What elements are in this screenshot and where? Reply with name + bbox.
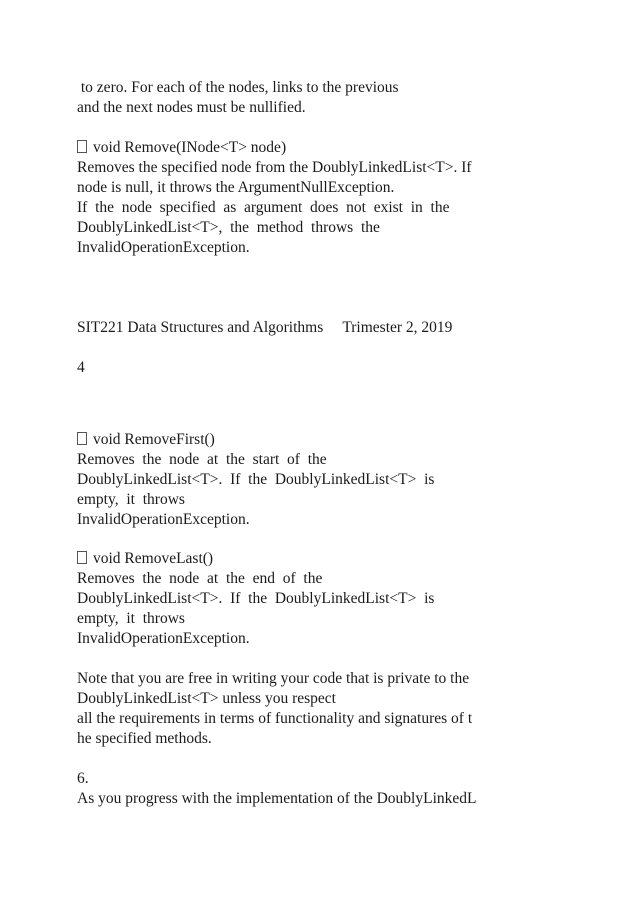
- missing-glyph-icon: [77, 432, 87, 445]
- bullet-line: [77, 430, 215, 450]
- missing-glyph-icon: [77, 140, 87, 153]
- missing-glyph-icon: [77, 551, 87, 564]
- text-line: to zero. For each of the nodes, links to the previous: [77, 79, 399, 96]
- text-line: DoublyLinkedList<T>, the method throws the: [77, 219, 380, 236]
- page-number: 4: [77, 359, 85, 376]
- text-line: DoublyLinkedList<T> unless you respect: [77, 690, 336, 707]
- text-line: DoublyLinkedList<T>. If the DoublyLinkedList<T> is: [77, 590, 435, 607]
- text-line: Removes the specified node from the DoublyLinkedList<T>. If: [77, 159, 472, 176]
- text-line: Note that you are free in writing your code that is private to the: [77, 670, 470, 687]
- text-line: If the node specified as argument does not exist in the: [77, 199, 450, 216]
- text-line: InvalidOperationException.: [77, 630, 250, 647]
- page-header: SIT221 Data Structures and Algorithms Trimester 2, 2019: [77, 319, 453, 336]
- text-line: DoublyLinkedList<T>. If the DoublyLinkedList<T> is: [77, 471, 435, 488]
- text-line: InvalidOperationException.: [77, 511, 250, 528]
- method-signature: void Remove(INode<T> node): [93, 139, 287, 156]
- bullet-line: [77, 138, 286, 158]
- text-line: all the requirements in terms of functionality and signatures of t: [77, 710, 473, 727]
- text-line: and the next nodes must be nullified.: [77, 99, 306, 116]
- text-line: empty, it throws: [77, 491, 185, 508]
- text-line: As you progress with the implementation of the DoublyLinkedL: [77, 790, 477, 807]
- text-line: Removes the node at the end of the: [77, 570, 323, 587]
- section-number: 6.: [77, 770, 89, 787]
- text-line: node is null, it throws the ArgumentNullException.: [77, 179, 395, 196]
- text-line: InvalidOperationException.: [77, 239, 250, 256]
- method-signature: void RemoveLast(): [93, 550, 214, 567]
- bullet-line: [77, 549, 213, 569]
- method-signature: void RemoveFirst(): [93, 431, 215, 448]
- text-line: Removes the node at the start of the: [77, 451, 327, 468]
- text-line: empty, it throws: [77, 610, 185, 627]
- text-line: he specified methods.: [77, 730, 212, 747]
